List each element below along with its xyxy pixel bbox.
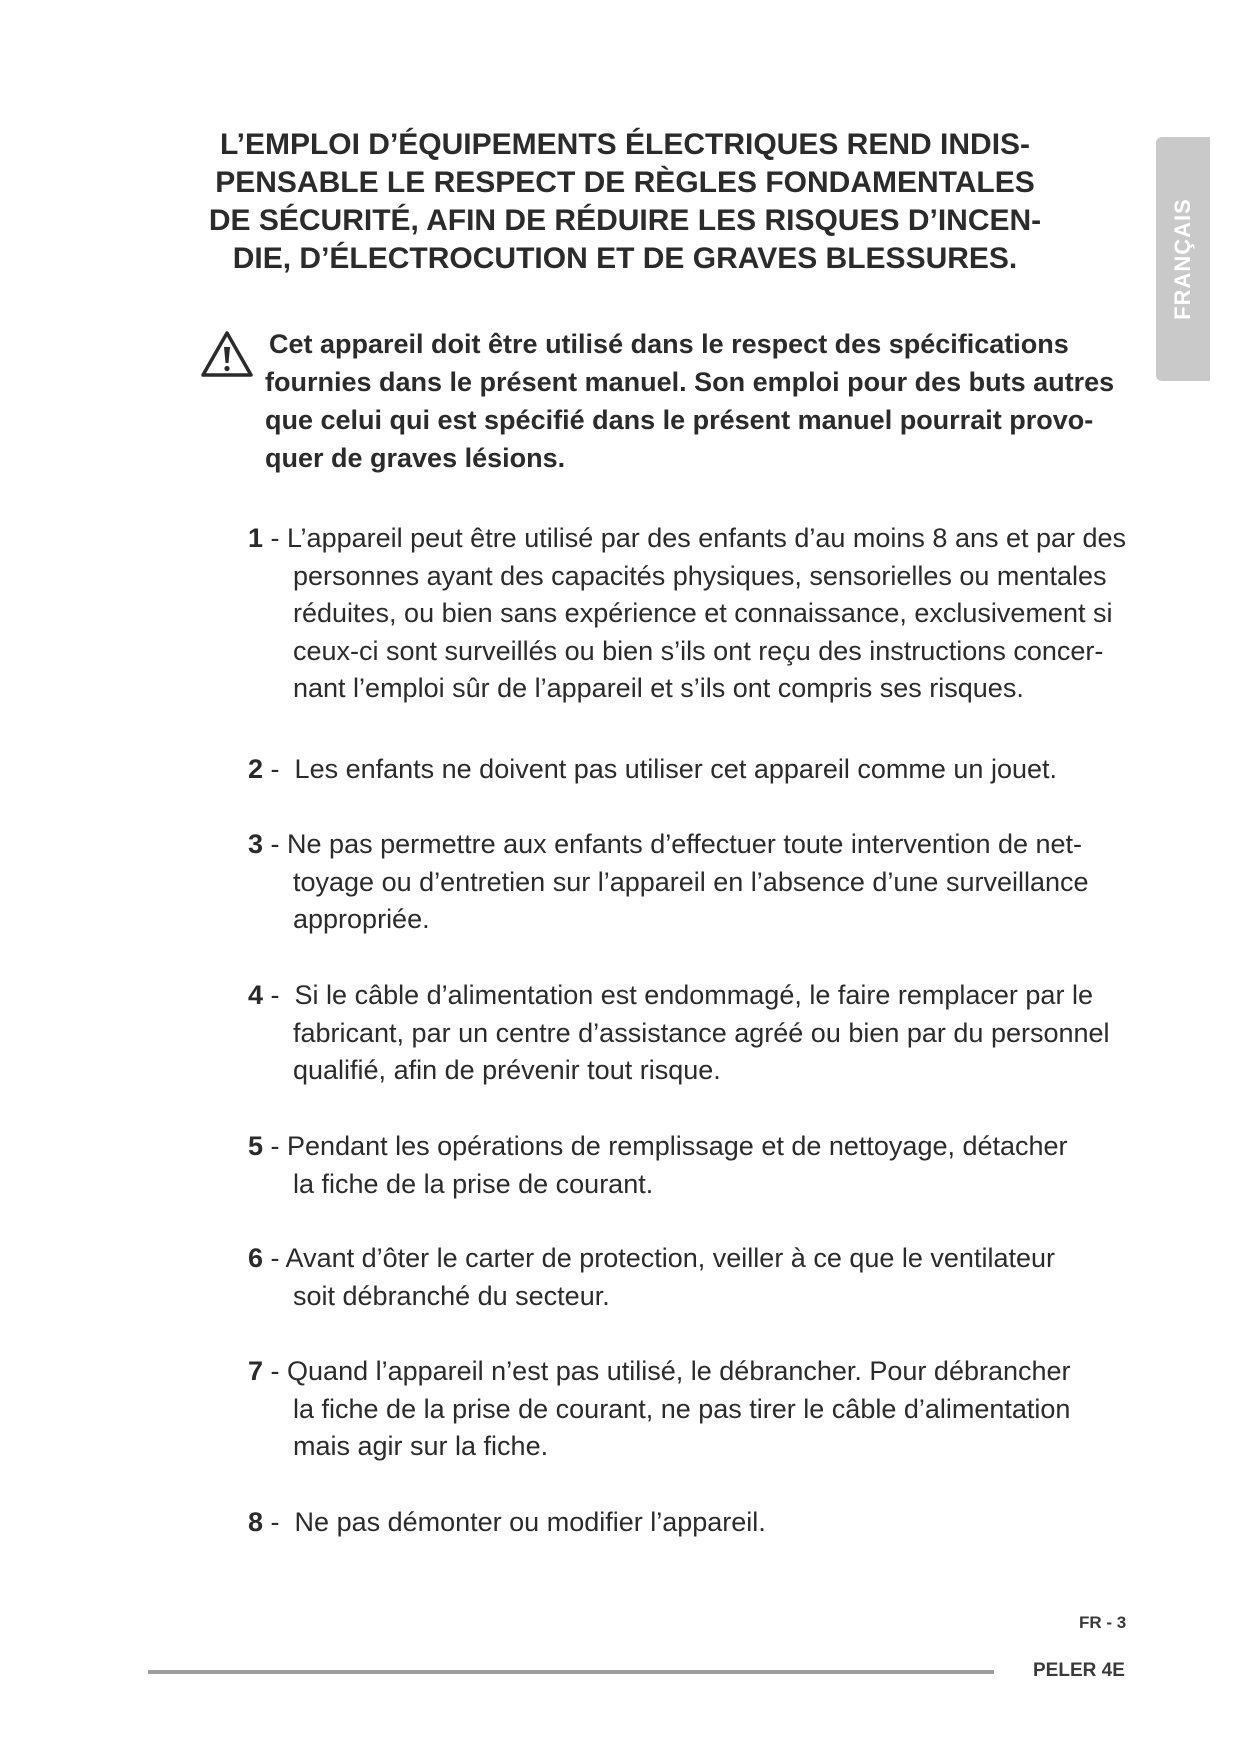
item-line: Pendant les opérations de remplissage et de nettoyage, détacher [287,1131,1068,1161]
safety-heading [200,126,1050,278]
item-number: 2 [248,754,264,784]
item-line: la fiche de la prise de courant, ne pas tirer le câble d’alimentation [293,1393,1071,1424]
language-tab [1156,137,1210,381]
item-separator: - [263,1243,286,1273]
item-line: Quand l’appareil n’est pas utilisé, le débrancher. Pour débrancher [287,1356,1071,1386]
list-item [248,1240,1138,1315]
item-separator: - [263,829,288,859]
item-separator: - [263,523,288,553]
item-line: Si le câble d’alimentation est endommagé, le faire remplacer par le [294,980,1093,1010]
item-number: 4 [248,980,264,1010]
heading-line: DIE, D’ÉLECTROCUTION ET DE GRAVES BLESSURES. [232,242,1018,275]
list-item [248,826,1138,939]
item-number: 6 [248,1243,264,1273]
item-separator: - [263,1131,288,1161]
item-line: Avant d’ôter le carter de protection, veiller à ce que le ventilateur [285,1243,1055,1273]
item-number: 8 [248,1507,264,1537]
warning-triangle-icon [200,330,254,378]
item-line: Ne pas permettre aux enfants d’effectuer toute intervention de net- [287,829,1083,859]
item-number: 1 [248,523,264,553]
item-line: Ne pas démonter ou modifier l’appareil. [294,1507,766,1537]
language-tab-label: FRANÇAIS [1170,198,1195,320]
item-line: qualifié, afin de prévenir tout risque. [293,1055,721,1085]
model-name: PELER 4E [1033,1660,1125,1681]
warning-line: quer de graves lésions. [265,443,566,473]
list-item [248,751,1138,789]
item-line: L’appareil peut être utilisé par des enfants d’au moins 8 ans et par des [287,523,1127,553]
item-separator: - [263,754,288,784]
list-item [248,1128,1138,1203]
warning-text [265,325,1145,477]
heading-line: DE SÉCURITÉ, AFIN DE RÉDUIRE LES RISQUES D’INCEN- [208,204,1042,237]
list-item [248,977,1138,1090]
item-separator: - [263,1507,288,1537]
warning-line: Cet appareil doit être utilisé dans le respect des spécifications [269,329,1069,359]
item-line: nant l’emploi sûr de l’appareil et s’ils ont compris ses risques. [293,673,1024,703]
item-separator: - [263,1356,288,1386]
list-item [248,1504,1138,1542]
item-separator: - [263,980,288,1010]
item-line: personnes ayant des capacités physiques, sensorielles ou mentales [293,560,1107,591]
item-number: 7 [248,1356,264,1386]
list-item [248,1353,1138,1466]
item-line: appropriée. [293,904,430,934]
item-line: fabricant, par un centre d’assistance agréé ou bien par du personnel [293,1017,1110,1048]
page-number: FR - 3 [1079,1613,1127,1632]
heading-line: L’EMPLOI D’ÉQUIPEMENTS ÉLECTRIQUES REND INDIS- [219,128,1031,161]
list-item [248,520,1138,708]
item-number: 5 [248,1131,264,1161]
warning-line: fournies dans le présent manuel. Son emploi pour des buts autres [265,367,1115,397]
item-line: toyage ou d’entretien sur l’appareil en l’absence d’une surveillance [293,866,1089,897]
item-line: réduites, ou bien sans expérience et connaissance, exclusivement si [293,598,1113,628]
item-line: soit débranché du secteur. [293,1280,610,1311]
warning-line: que celui qui est spécifié dans le présent manuel pourrait provo- [265,405,1094,435]
heading-line: PENSABLE LE RESPECT DE RÈGLES FONDAMENTALES [215,166,1035,199]
item-line: Les enfants ne doivent pas utiliser cet appareil comme un jouet. [294,754,1057,784]
footer-divider [148,1670,994,1674]
item-number: 3 [248,829,264,859]
item-line: la fiche de la prise de courant. [293,1168,654,1199]
item-line: ceux-ci sont surveillés ou bien s’ils ont reçu des instructions concer- [293,635,1104,666]
item-line: mais agir sur la fiche. [293,1431,549,1461]
